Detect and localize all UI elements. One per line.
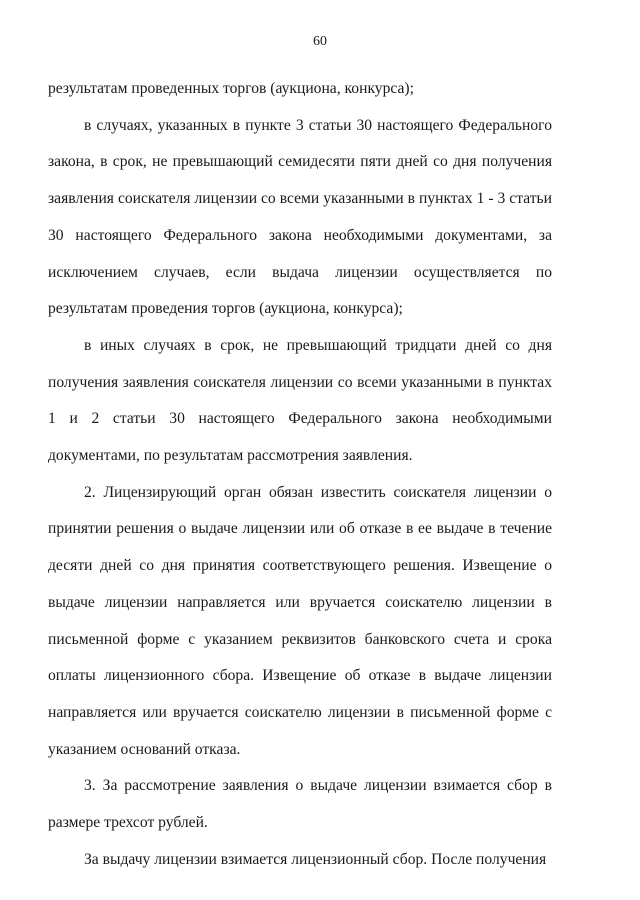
- page-number: 60: [313, 34, 327, 49]
- paragraph-item-3: 3. За рассмотрение заявления о выдаче лицензии взимается сбор в размере трехсот рублей.: [48, 777, 552, 832]
- paragraph-case-article-30-3: в случаях, указанных в пункте 3 статьи 30 настоящего Федерального закона, в срок, не превышающий семидесяти пяти дней со дня получения заявления соискателя лицензии со всеми указанными в пунктах 1 - 3 статьи 30 настоящего Федерального закона необходимыми документами, за исключением случаев, если выдача лицензии осуществляется по результатам проведения торгов (аукциона, конкурса);: [48, 116, 552, 318]
- paragraph-continuation: результатам проведенных торгов (аукциона, конкурса);: [48, 80, 414, 97]
- document-body: [48, 71, 552, 878]
- paragraph-license-fee: За выдачу лицензии взимается лицензионный сбор. После получения: [84, 850, 547, 868]
- paragraph-other-cases: в иных случаях в срок, не превышающий тридцати дней со дня получения заявления соискателя лицензии со всеми указанными в пунктах 1 и 2 статьи 30 настоящего Федерального закона необходимыми документами, по результатам рассмотрения заявления.: [48, 336, 552, 465]
- paragraph-item-2: 2. Лицензирующий орган обязан известить соискателя лицензии о принятии решения о выдаче лицензии или об отказе в ее выдаче в течение десяти дней со дня принятия соответствующего решения. Извещение о выдаче лицензии направляется или вручается соискателю лицензии в письменной форме с указанием реквизитов банковского счета и срока оплаты лицензионного сбора. Извещение об отказе в выдаче лицензии направляется или вручается соискателю лицензии в письменной форме с указанием оснований отказа.: [48, 483, 552, 758]
